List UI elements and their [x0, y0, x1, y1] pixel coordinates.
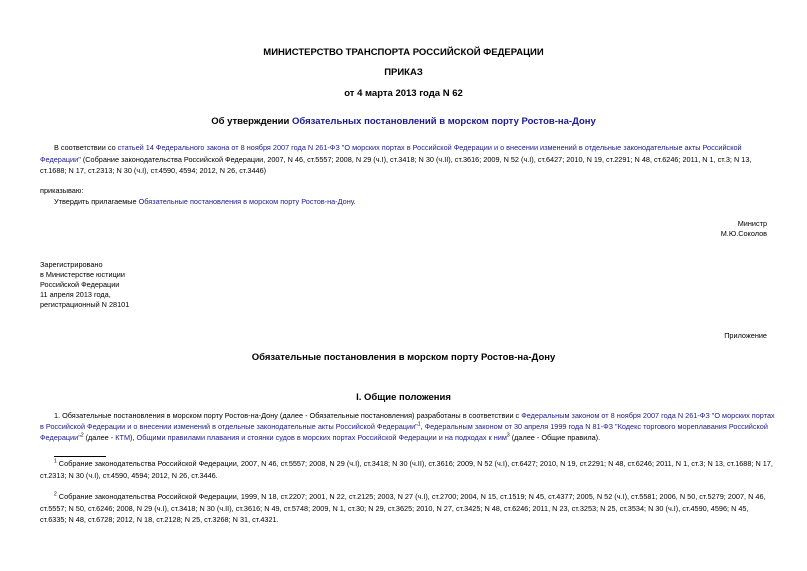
footnote-1-text: Собрание законодательства Российской Федерации, 2007, N 46, ст.5557; 2008, N 29 (ч.I), ст.3418; N 30 (ч.II), ст.3616; 2009, N 52 (ч.I), ст.6427; 2010, N 19, ст.2291; N 48, ст.6246; 2011, N 1, ст.3; N 13, ст.1688; N 17, — [56, 459, 773, 468]
ktm-law-link-cont[interactable]: Федерации" — [40, 433, 81, 442]
registration-line-2: в Министерстве юстиции — [40, 270, 125, 279]
registration-line-5: регистрационный N 28101 — [40, 300, 130, 309]
signature-position: Министр — [737, 219, 767, 228]
doc-date-number: от 4 марта 2013 года N 62 — [344, 88, 463, 99]
registration-line-3: Российской Федерации — [40, 280, 120, 289]
paragraph-1-line-2 — [40, 422, 768, 432]
doc-type: ПРИКАЗ — [384, 67, 423, 78]
footnote-1-marker: 1 — [54, 458, 57, 465]
paragraph-1-line-1 — [54, 411, 775, 421]
ktm-law-link[interactable]: Федеральным законом от 30 апреля 1999 года N 81-ФЗ "Кодекс торгового мореплавания Российской — [424, 422, 768, 431]
paragraph-1-start: 1. Обязательные постановления в морском порту Ростов-на-Дону (далее - Обязательные постановления) разработаны в соответствии с — [54, 411, 522, 420]
doc-title-prefix: Об утверждении — [211, 116, 292, 127]
ktm-link[interactable]: КТМ — [115, 433, 131, 442]
registration-line-1: Зарегистрировано — [40, 260, 103, 269]
footnote-2-line-2: ст.5557; N 50, ст.6246; 2008, N 29 (ч.I), ст.3418; N 30 (ч.II), ст.3616; N 49, ст.5748; 2009, N 1, ст.30; N 29, ст.3625; 2010, N 27, ст.3425; N 48, ст.6246; 2011, N 23, ст.3253; N 25, ст.3534; N 30 (ч.I), ст.4590, 4596; N 45, — [40, 504, 749, 513]
preamble-line-3: ст.1688; N 17, ст.2313; N 30 (ч.I), ст.4590, 4594; 2012, N 26, ст.3446) — [40, 166, 267, 175]
law-261-link[interactable]: статьей 14 Федерального закона от 8 ноября 2007 года N 261-ФЗ "О морских портах в Российской Федерации и о внесении изменений в отдельные законодательные акты Российской — [117, 143, 742, 152]
footnote-divider — [54, 456, 106, 457]
appendix-label: Приложение — [724, 331, 767, 340]
footnote-ref-2[interactable]: 2 — [80, 432, 84, 439]
footnote-1-line-1 — [54, 458, 773, 469]
footnote-ref-3[interactable]: 3 — [506, 432, 510, 439]
doc-title — [0, 116, 807, 127]
footnote-1-line-2: ст.2313; N 30 (ч.I), ст.4590, 4594; 2012, N 26, ст.3446. — [40, 471, 218, 480]
approve-line — [54, 197, 356, 207]
footnote-2-line-3: ст.6335; N 48, ст.6728; 2012, N 18, ст.2128; N 25, ст.3268; N 31, ст.4321. — [40, 515, 279, 524]
appendix-title: Обязательные постановления в морском порту Ростов-на-Дону — [251, 352, 556, 363]
general-rules-link[interactable]: Общими правилами плавания и стоянки судов в морских портах Российской Федерации и на подходах к ним — [136, 433, 507, 442]
ministry-heading: МИНИСТЕРСТВО ТРАНСПОРТА РОССИЙСКОЙ ФЕДЕРАЦИИ — [263, 47, 544, 58]
paragraph-1-line-3 — [40, 433, 600, 443]
preamble-line-2 — [40, 155, 751, 165]
footnote-2-marker: 2 — [54, 491, 57, 498]
approve-start: Утвердить прилагаемые — [54, 197, 139, 206]
law-261-ref-link[interactable]: Федеральным законом от 8 ноября 2007 года N 261-ФЗ "О морских портах — [521, 411, 775, 420]
section-heading: I. Общие положения — [356, 392, 451, 403]
footnote-2-line-1 — [54, 491, 766, 502]
preamble-citation: (Собрание законодательства Российской Федерации, 2007, N 46, ст.5557; 2008, N 29 (ч.I), ст.3418; N 30 (ч.II), ст.3616; 2009, N 52 (ч.I), ст.6427; 2010, N 19, ст.2291; N 48, ст.6246; 2011, N 1, ст.3; N 13, — [80, 155, 752, 164]
approve-link[interactable]: Обязательные постановления в морском порту Ростов-на-Дону — [138, 197, 354, 206]
approve-end: . — [353, 197, 356, 206]
paragraph-1-end: (далее - Общие правила). — [509, 433, 601, 442]
footnote-ref-1[interactable]: 1 — [417, 421, 421, 428]
paragraph-1-mid: (далее - — [83, 433, 116, 442]
preamble-start: В соответствии со — [54, 143, 118, 152]
preamble-line-1 — [54, 143, 742, 153]
footnote-2-text: Собрание законодательства Российской Федерации, 1999, N 18, ст.2207; 2001, N 22, ст.2125; 2003, N 27 (ч.I), ст.2700; 2004, N 15, ст.1519; N 45, ст.4377; 2005, N 52 (ч.I), ст.5581; 2006, N 50, ст.5279; 2007, N 46, — [56, 492, 766, 501]
signature-name: М.Ю.Соколов — [720, 229, 767, 238]
paragraph-1-sep1: , — [420, 422, 425, 431]
law-261-link-cont[interactable]: Федерации" — [40, 155, 81, 164]
prikazyvayu: приказываю: — [40, 186, 84, 195]
doc-title-link[interactable]: Обязательных постановлений в морском порту Ростов-на-Дону — [291, 116, 596, 127]
paragraph-1-sep2: ), — [130, 433, 137, 442]
registration-line-4: 11 апреля 2013 года, — [40, 290, 111, 299]
law-261-ref-link-cont[interactable]: в Российской Федерации и о внесении изменений в отдельные законодательные акты Российской Федерации" — [40, 422, 418, 431]
